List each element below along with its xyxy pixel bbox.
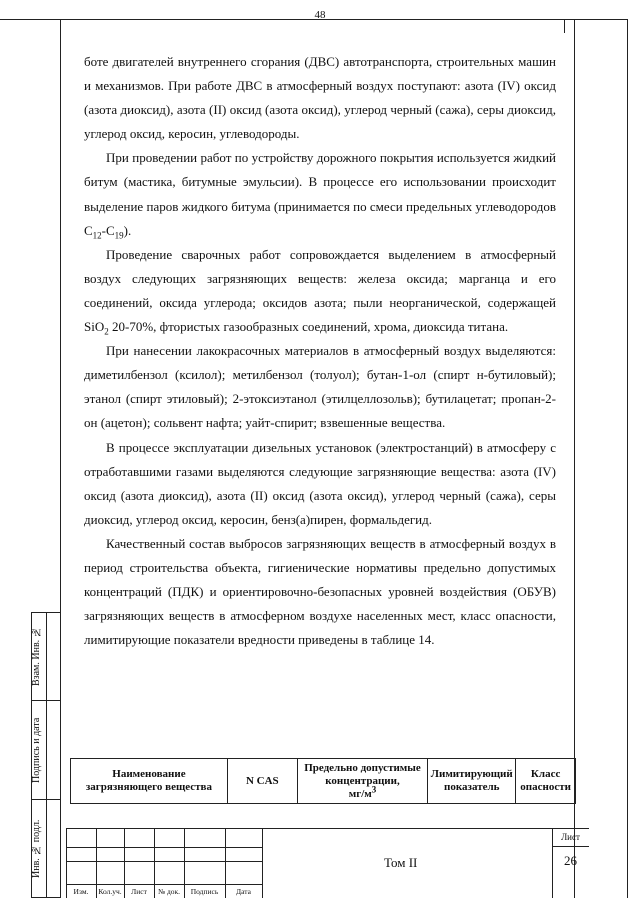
side-divider-2 (31, 799, 60, 800)
paragraph-1: боте двигателей внутреннего сгорания (ДВС) автотранспорта, строительных машин и механизмов. При работе ДВС в атмосферный воздух поступают: азота (IV) оксид (азота диоксид), азота (II) оксид (азота оксид), углерод черный (сажа), серы диоксид, углерод оксид, керосин, углеводороды. (84, 54, 556, 142)
side-label-podpis-data: Подпись и дата (31, 717, 42, 783)
title-block (66, 828, 589, 898)
emissions-table-header (70, 758, 576, 804)
paragraph-2: При проведении работ по устройству дорожного покрытия используется жидкий битум (мастика, битумные эмульсии). В процессе его использовании происходит выделение паров жидкого битума (принимается по смеси предельных углеводородов $C_{12}-C_{19}$). (84, 150, 556, 241)
body-text (84, 50, 556, 652)
stamp-no-dok: № док. (157, 887, 181, 896)
sheet-number: 26 (564, 853, 577, 868)
paragraph-6: Качественный состав выбросов загрязняющих веществ в атмосферный воздух в период строительства объекта, гигиенические нормативы предельно допустимых концентраций (ПДК) и ориентировочно-безопасных уровней воздействия (ОБУВ) загрязняющих веществ в атмосферном воздухе населенных мест, класс опасности, лимитирующие показатели вредности приведены в таблице 14. (84, 535, 556, 648)
paragraph-4: При нанесении лакокрасочных материалов в атмосферный воздух выделяются: диметилбензол (ксилол); метилбензол (толуол); бутан-1-ол (спирт н-бутиловый); этанол (спирт этиловый); 2-этоксиэтанол (этилцеллозольв); бутилацетат; пропан-2-он (ацетон); сольвент нафта; уайт-спирит; взвешенные вещества. (84, 343, 556, 431)
sheet-label: Лист (561, 832, 580, 842)
stamp-kol-uch: Кол.уч. (98, 887, 122, 896)
stamp-list: Лист (131, 887, 147, 896)
frame-corner-mark (564, 19, 575, 33)
th-hazard-class: Класс опасности (516, 759, 576, 804)
side-divider-1 (31, 700, 60, 701)
paragraph-5: В процессе эксплуатации дизельных установок (электростанций) в атмосферу с отработавшими газами выделяются следующие загрязняющие вещества: азота (IV) оксид (азота диоксид), азота (II) оксид (азота оксид), углерод черный (сажа), серы диоксид, углерод оксид, керосин, бенз(а)пирен, формальдегид. (84, 439, 556, 527)
page-number: 48 (314, 9, 326, 21)
paragraph-3: Проведение сварочных работ сопровождается выделением в атмосферный воздух следующих загрязняющих веществ: железа оксида; марганца и его соединений, оксида углерода; оксидов азота; пыли неорганической, содержащей SiO$_2$ 20-70%, фтористых газообразных соединений, хрома, диоксида титана. (84, 246, 556, 337)
side-label-inv-podl: Инв. № подл. (31, 819, 42, 879)
stamp-podpis: Подпись (190, 887, 219, 896)
frame-left-border (60, 19, 61, 898)
volume-title: Том II (384, 855, 418, 870)
th-limit-indicator: Лимитирующий показатель (428, 759, 516, 804)
side-label-vzam-inv: Взам. Инв. № (31, 626, 42, 686)
th-pdk: Предельно допустимые концентрации, $мг/м^3$ (297, 759, 428, 804)
stamp-data: Дата (236, 887, 251, 896)
stamp-izm: Изм. (73, 887, 89, 896)
th-substance: Наименование загрязняющего вещества (71, 759, 228, 804)
th-cas: N CAS (227, 759, 297, 804)
